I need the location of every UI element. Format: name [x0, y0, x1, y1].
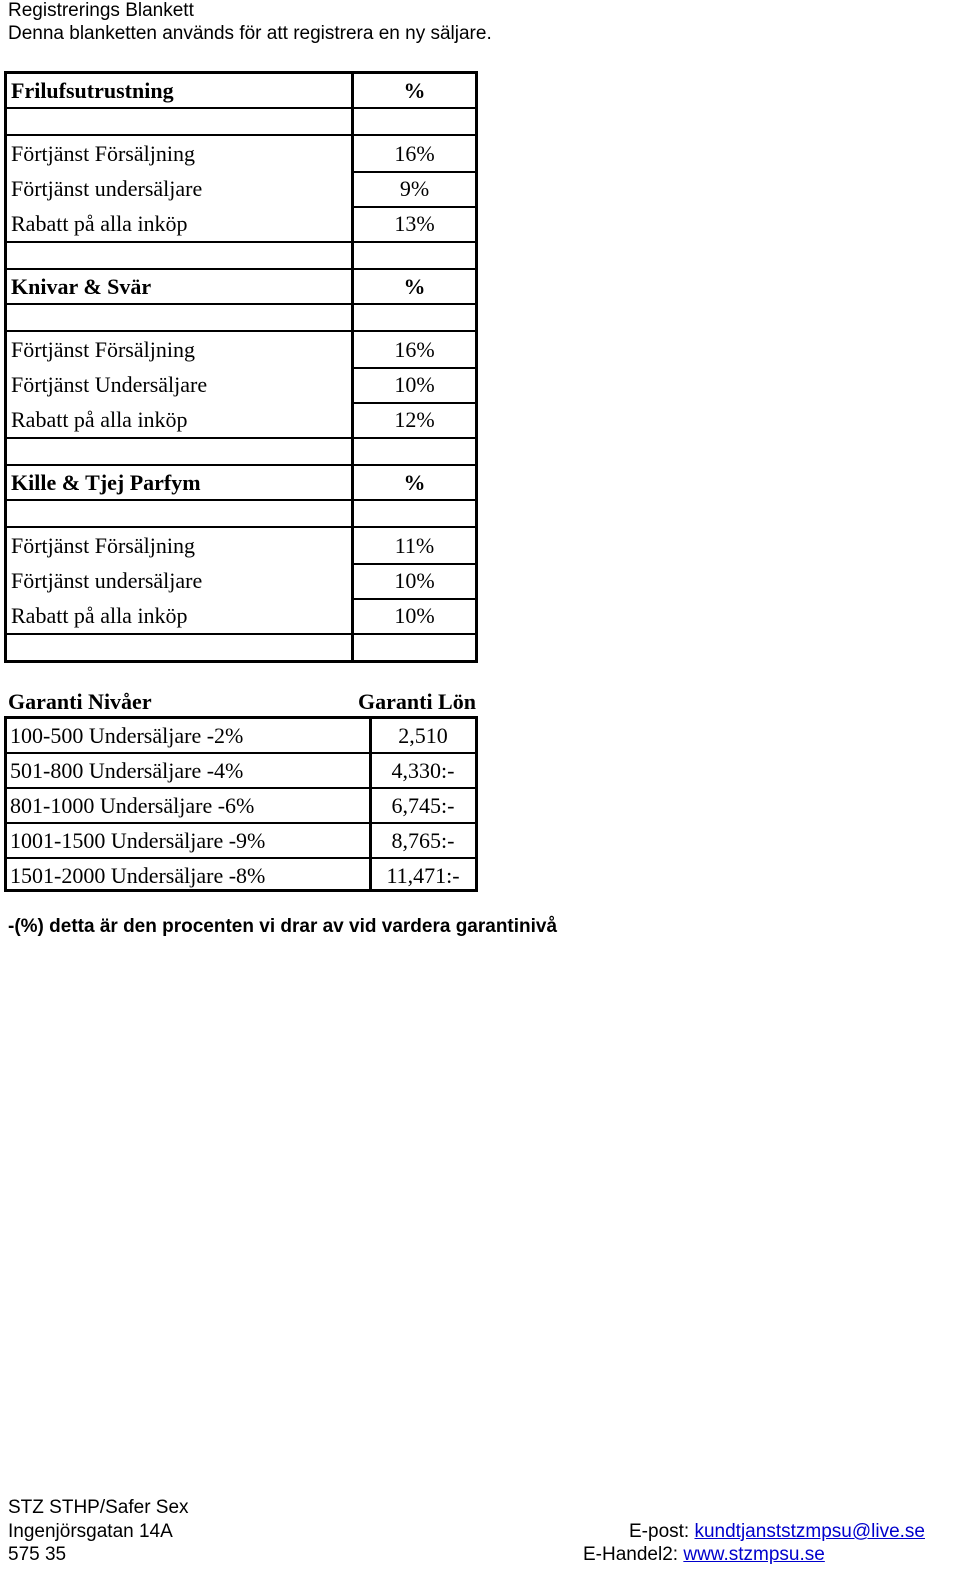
guarantee-table — [4, 716, 478, 892]
footer-web-line — [583, 1544, 825, 1566]
footer-postal: 575 35 — [8, 1544, 67, 1565]
row-divider — [351, 171, 475, 173]
percent-column-header: % — [403, 470, 426, 495]
row-divider — [7, 464, 475, 466]
footer-street: Ingenjörsgatan 14A — [8, 1521, 173, 1542]
row-value: 10% — [394, 603, 435, 628]
row-label: Förtjänst Försäljning — [11, 337, 195, 362]
row-divider — [351, 598, 475, 600]
guarantee-row — [7, 824, 475, 859]
row-divider — [7, 107, 475, 109]
email-label: E-post: — [629, 1521, 690, 1542]
row-value: 10% — [394, 568, 435, 593]
row-label: Förtjänst Försäljning — [11, 533, 195, 558]
guarantee-level: 1001-1500 Undersäljare -9% — [10, 828, 266, 853]
web-label: E-Handel2: — [583, 1544, 679, 1565]
row-divider — [7, 303, 475, 305]
row-divider — [351, 402, 475, 404]
row-label: Förtjänst Undersäljare — [11, 372, 208, 397]
guarantee-level: 1501-2000 Undersäljare -8% — [10, 863, 266, 888]
percent-column-header: % — [403, 274, 426, 299]
guarantee-row — [7, 719, 475, 754]
row-value: 11% — [394, 533, 435, 558]
section-title: Frilufsutrustning — [11, 78, 174, 103]
guarantee-salary: 11,471:- — [386, 863, 460, 888]
guarantee-salary: 6,745:- — [391, 793, 455, 818]
row-divider — [351, 367, 475, 369]
guarantee-footnote: -(%) detta är den procenten vi drar av vid vardera garantinivå — [8, 916, 558, 937]
percent-column-header: % — [403, 78, 426, 103]
guarantee-salary: 2,510 — [398, 723, 448, 748]
row-divider — [351, 563, 475, 565]
form-description: Denna blanketten används för att registrera en ny säljare. — [8, 23, 492, 44]
row-value: 13% — [394, 211, 435, 236]
footer-email-line — [629, 1521, 925, 1543]
row-label: Förtjänst undersäljare — [11, 568, 203, 593]
guarantee-row — [7, 789, 475, 824]
guarantee-level: 801-1000 Undersäljare -6% — [10, 793, 255, 818]
row-value: 9% — [399, 176, 430, 201]
row-value: 10% — [394, 372, 435, 397]
row-label: Rabatt på alla inköp — [11, 407, 188, 432]
guarantee-salary: 4,330:- — [391, 758, 455, 783]
form-title: Registrerings Blankett — [8, 0, 194, 21]
section-title: Knivar & Svär — [11, 274, 152, 299]
row-label: Rabatt på alla inköp — [11, 603, 188, 628]
row-value: 16% — [394, 337, 435, 362]
row-divider — [7, 268, 475, 270]
guarantee-levels-heading: Garanti Nivåer — [8, 689, 152, 714]
row-divider — [7, 633, 475, 635]
row-divider — [351, 206, 475, 208]
commission-table — [4, 71, 478, 663]
row-value: 16% — [394, 141, 435, 166]
row-label: Förtjänst undersäljare — [11, 176, 203, 201]
row-value: 12% — [394, 407, 435, 432]
row-divider — [7, 526, 475, 528]
email-link[interactable]: kundtjanststzmpsu@live.se — [694, 1521, 925, 1542]
row-label: Rabatt på alla inköp — [11, 211, 188, 236]
guarantee-row — [7, 859, 475, 894]
row-divider — [7, 437, 475, 439]
guarantee-salary-heading: Garanti Lön — [358, 689, 476, 714]
guarantee-level: 501-800 Undersäljare -4% — [10, 758, 244, 783]
footer-company: STZ STHP/Safer Sex — [8, 1497, 189, 1518]
row-divider — [7, 330, 475, 332]
row-divider — [7, 134, 475, 136]
guarantee-row — [7, 754, 475, 789]
web-link[interactable]: www.stzmpsu.se — [683, 1544, 825, 1565]
guarantee-level: 100-500 Undersäljare -2% — [10, 723, 244, 748]
row-divider — [7, 241, 475, 243]
guarantee-salary: 8,765:- — [391, 828, 455, 853]
row-label: Förtjänst Försäljning — [11, 141, 195, 166]
row-divider — [7, 499, 475, 501]
section-title: Kille & Tjej Parfym — [11, 470, 201, 495]
